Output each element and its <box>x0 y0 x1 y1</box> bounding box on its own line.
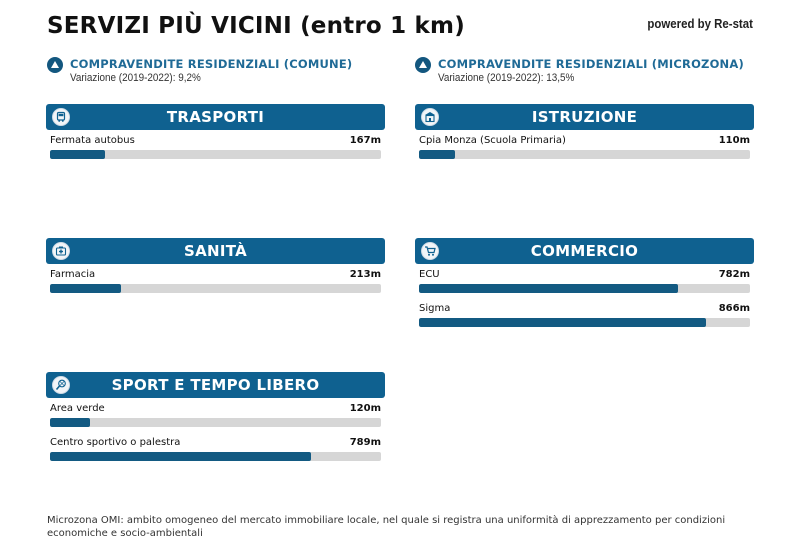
variation-title: COMPRAVENDITE RESIDENZIALI (MICROZONA) <box>438 57 744 71</box>
panel-header <box>415 104 754 130</box>
panel-header <box>46 238 385 264</box>
variation-subtitle: Variazione (2019-2022): 9,2% <box>70 72 201 84</box>
panel-title: SANITÀ <box>183 242 248 260</box>
panel-header <box>46 104 385 130</box>
distance-bar-fill <box>50 284 121 293</box>
distance-bar <box>50 418 381 427</box>
triangle-up-icon <box>47 57 63 73</box>
service-name: ECU <box>419 269 440 280</box>
variation-title: COMPRAVENDITE RESIDENZIALI (COMUNE) <box>70 57 353 71</box>
panel-title: SPORT E TEMPO LIBERO <box>111 376 320 394</box>
list-item <box>415 298 754 332</box>
panel-commercio <box>415 238 754 332</box>
service-distance: 167m <box>349 135 381 146</box>
distance-bar <box>419 284 750 293</box>
distance-bar-fill <box>419 284 678 293</box>
service-distance: 866m <box>718 303 750 314</box>
distance-bar-fill <box>419 150 455 159</box>
list-item <box>46 264 385 298</box>
panel-trasporti <box>46 104 385 164</box>
service-name: Farmacia <box>50 269 96 280</box>
service-name: Cpia Monza (Scuola Primaria) <box>419 135 566 146</box>
distance-bar <box>419 150 750 159</box>
distance-bar <box>419 318 750 327</box>
panel-title: COMMERCIO <box>530 242 639 260</box>
powered-by-label: powered by Re-stat <box>647 16 753 31</box>
page-title: SERVIZI PIÙ VICINI (entro 1 km) <box>47 13 465 39</box>
distance-bar <box>50 452 381 461</box>
service-name: Area verde <box>50 403 105 414</box>
service-name: Sigma <box>419 303 451 314</box>
distance-bar-fill <box>50 452 311 461</box>
distance-bar <box>50 284 381 293</box>
distance-bar-fill <box>50 150 105 159</box>
list-item <box>415 130 754 164</box>
panel-istruzione <box>415 104 754 164</box>
footnote: Microzona OMI: ambito omogeneo del mercato immobiliare locale, nel quale si registra una uniformità di apprezzamento per condizioni economiche e socio-ambientali <box>47 515 726 539</box>
list-item <box>46 432 385 466</box>
panel-header <box>46 372 385 398</box>
distance-bar-fill <box>419 318 706 327</box>
service-distance: 782m <box>718 269 750 280</box>
panel-sanita <box>46 238 385 298</box>
list-item <box>46 130 385 164</box>
distance-bar-fill <box>50 418 90 427</box>
panel-header <box>415 238 754 264</box>
service-name: Fermata autobus <box>50 135 135 146</box>
list-item <box>46 398 385 432</box>
distance-bar <box>50 150 381 159</box>
service-distance: 120m <box>349 403 381 414</box>
service-distance: 110m <box>718 135 750 146</box>
panel-title: ISTRUZIONE <box>531 108 638 126</box>
list-item <box>415 264 754 298</box>
service-name: Centro sportivo o palestra <box>50 437 181 448</box>
variation-subtitle: Variazione (2019-2022): 13,5% <box>438 72 575 84</box>
panel-sport <box>46 372 385 466</box>
service-distance: 213m <box>349 269 381 280</box>
panel-title: TRASPORTI <box>166 108 265 126</box>
service-distance: 789m <box>349 437 381 448</box>
triangle-up-icon <box>415 57 431 73</box>
